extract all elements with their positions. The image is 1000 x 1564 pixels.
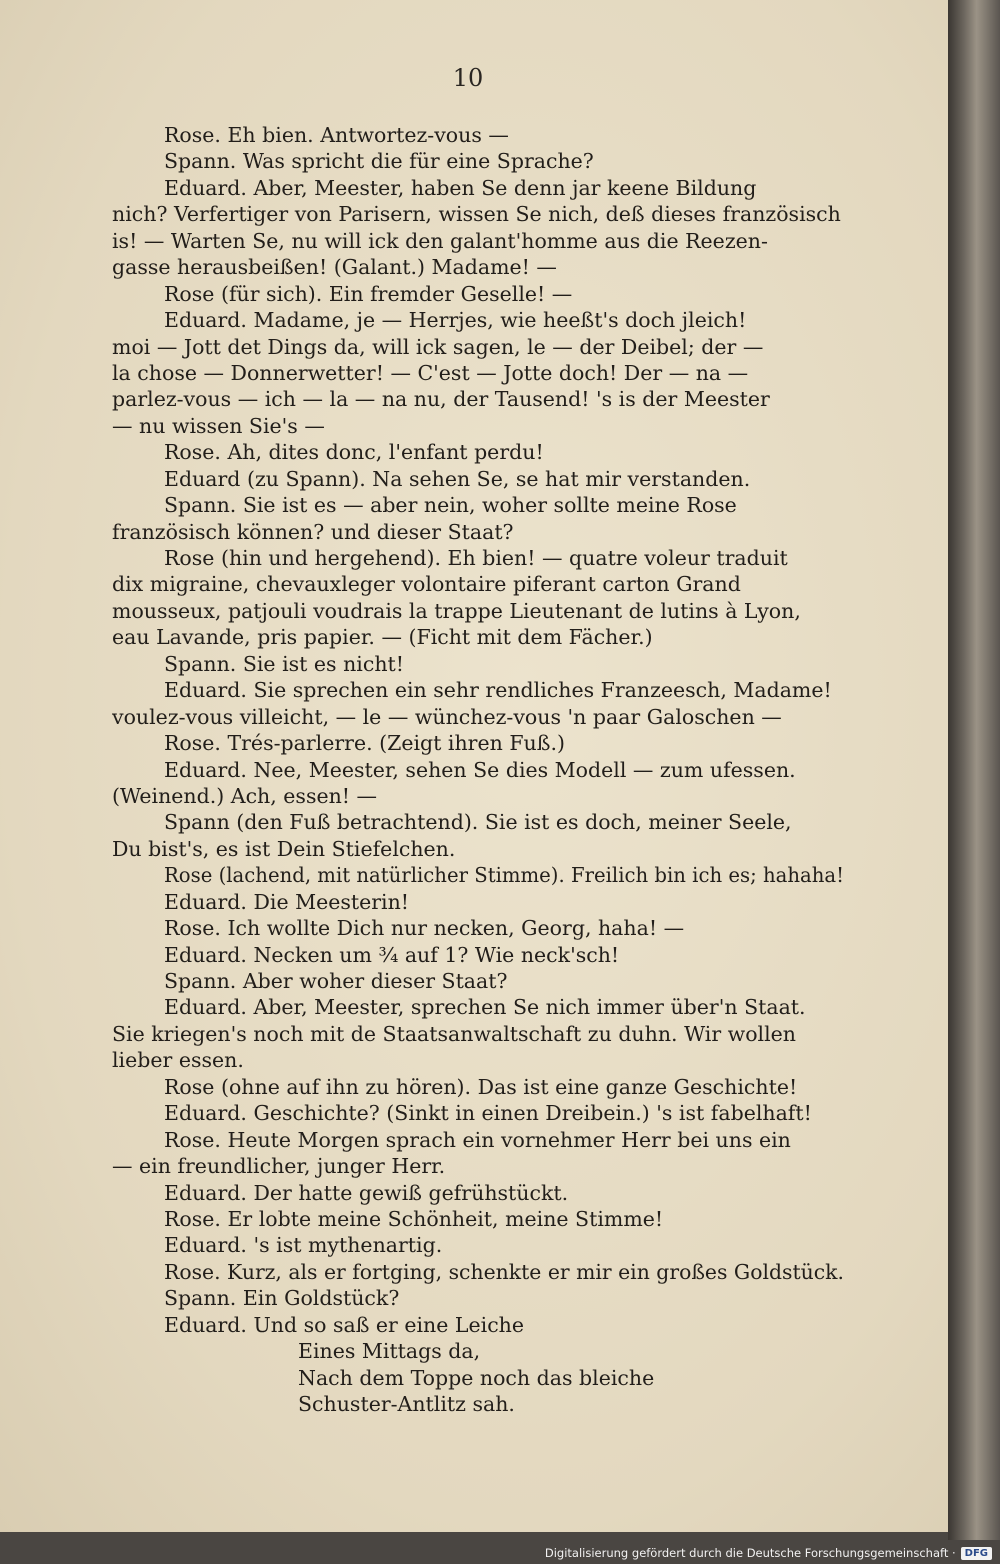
text-line: Rose. Heute Morgen sprach ein vornehmer Herr bei uns ein bbox=[164, 1127, 791, 1152]
text-line: la chose — Donnerwetter! — C'est — Jotte doch! Der — na — bbox=[112, 360, 749, 385]
text-line: Rose (lachend, mit natürlicher Stimme). Freilich bin ich es; hahaha! bbox=[164, 863, 844, 888]
text-line: — nu wissen Sie's — bbox=[112, 413, 325, 438]
text-line: Rose. Kurz, als er fortging, schenkte er mir ein großes Goldstück. bbox=[164, 1259, 844, 1284]
text-line: Eduard. Und so saß er eine Leiche bbox=[164, 1312, 525, 1337]
footer-text: Digitalisierung gefördert durch die Deutsche Forschungsgemeinschaft · bbox=[544, 1546, 956, 1560]
text-line: Rose. Ich wollte Dich nur necken, Georg, haha! — bbox=[164, 916, 685, 941]
dfg-logo: DFG bbox=[961, 1547, 992, 1560]
text-line: Spann. Was spricht die für eine Sprache? bbox=[164, 149, 594, 174]
text-line: Eduard. 's ist mythenartig. bbox=[164, 1233, 443, 1258]
page-number: 10 bbox=[452, 64, 484, 92]
text-line: Rose. Ah, dites donc, l'enfant perdu! bbox=[164, 440, 544, 465]
text-line: Spann (den Fuß betrachtend). Sie ist es doch, meiner Seele, bbox=[164, 810, 792, 835]
text-line: Rose (für sich). Ein fremder Geselle! — bbox=[164, 281, 573, 306]
text-line: is! — Warten Se, nu will ick den galant'homme aus die Reezen- bbox=[112, 228, 768, 253]
text-line: Eduard. Der hatte gewiß gefrühstückt. bbox=[164, 1180, 569, 1205]
text-line: Eduard. Sie sprechen ein sehr rendliches Franzeesch, Madame! bbox=[164, 678, 832, 703]
text-line: Spann. Sie ist es nicht! bbox=[164, 651, 404, 676]
text-line: Eduard. Madame, je — Herrjes, wie heeßt's doch jleich! bbox=[164, 308, 747, 333]
text-line: Rose (ohne auf ihn zu hören). Das ist eine ganze Geschichte! bbox=[164, 1074, 798, 1099]
text-line: Rose (hin und hergehend). Eh bien! — quatre voleur traduit bbox=[164, 546, 788, 570]
text-line: Spann. Sie ist es — aber nein, woher sollte meine Rose bbox=[164, 493, 737, 518]
text-line: Eduard (zu Spann). Na sehen Se, se hat mir verstanden. bbox=[164, 466, 751, 491]
text-line: moi — Jott det Dings da, will ick sagen, le — der Deibel; der — bbox=[112, 334, 764, 359]
text-line: französisch können? und dieser Staat? bbox=[112, 519, 514, 544]
text-line: — ein freundlicher, junger Herr. bbox=[112, 1154, 446, 1179]
text-line: parlez-vous — ich — la — na nu, der Tausend! 's is der Meester bbox=[112, 387, 770, 412]
text-line: Eduard. Geschichte? (Sinkt in einen Dreibein.) 's ist fabelhaft! bbox=[164, 1101, 812, 1126]
text-line: Nach dem Toppe noch das bleiche bbox=[298, 1365, 655, 1390]
text-line: Rose. Eh bien. Antwortez-vous — bbox=[164, 123, 509, 147]
text-line: Spann. Aber woher dieser Staat? bbox=[164, 969, 508, 993]
text-line: Rose. Trés-parlerre. (Zeigt ihren Fuß.) bbox=[164, 731, 565, 756]
text-line: lieber essen. bbox=[112, 1048, 244, 1073]
text-block bbox=[112, 122, 844, 1417]
text-line: Eduard. Aber, Meester, haben Se denn jar keene Bildung bbox=[164, 175, 757, 200]
text-line: Spann. Ein Goldstück? bbox=[164, 1286, 400, 1311]
text-line: eau Lavande, pris papier. — (Ficht mit dem Fächer.) bbox=[112, 625, 653, 650]
text-line: Eduard. Nee, Meester, sehen Se dies Modell — zum ufessen. bbox=[164, 757, 796, 782]
text-line: Rose. Er lobte meine Schönheit, meine Stimme! bbox=[164, 1206, 664, 1231]
text-line: nich? Verfertiger von Parisern, wissen Se nich, deß dieses französisch bbox=[112, 202, 841, 227]
text-line: Eines Mittags da, bbox=[298, 1339, 481, 1364]
text-line: voulez-vous villeicht, — le — wünchez-vous 'n paar Galoschen — bbox=[112, 704, 782, 729]
text-line: gasse herausbeißen! (Galant.) Madame! — bbox=[112, 255, 557, 280]
book-spine bbox=[948, 0, 1000, 1540]
text-line: Schuster-Antlitz sah. bbox=[298, 1392, 515, 1416]
text-line: dix migraine, chevauxleger volontaire piferant carton Grand bbox=[112, 572, 741, 597]
text-line: Du bist's, es ist Dein Stiefelchen. bbox=[112, 836, 456, 861]
footer-credit bbox=[545, 1546, 992, 1560]
text-line: Eduard. Necken um ¾ auf 1? Wie neck'sch! bbox=[164, 942, 620, 967]
text-line: Sie kriegen's noch mit de Staatsanwaltschaft zu duhn. Wir wollen bbox=[112, 1021, 796, 1046]
text-line: (Weinend.) Ach, essen! — bbox=[112, 783, 378, 808]
text-line: mousseux, patjouli voudrais la trappe Lieutenant de lutins à Lyon, bbox=[112, 598, 801, 623]
text-line: Eduard. Aber, Meester, sprechen Se nich immer über'n Staat. bbox=[164, 995, 806, 1020]
text-line: Eduard. Die Meesterin! bbox=[164, 889, 410, 914]
